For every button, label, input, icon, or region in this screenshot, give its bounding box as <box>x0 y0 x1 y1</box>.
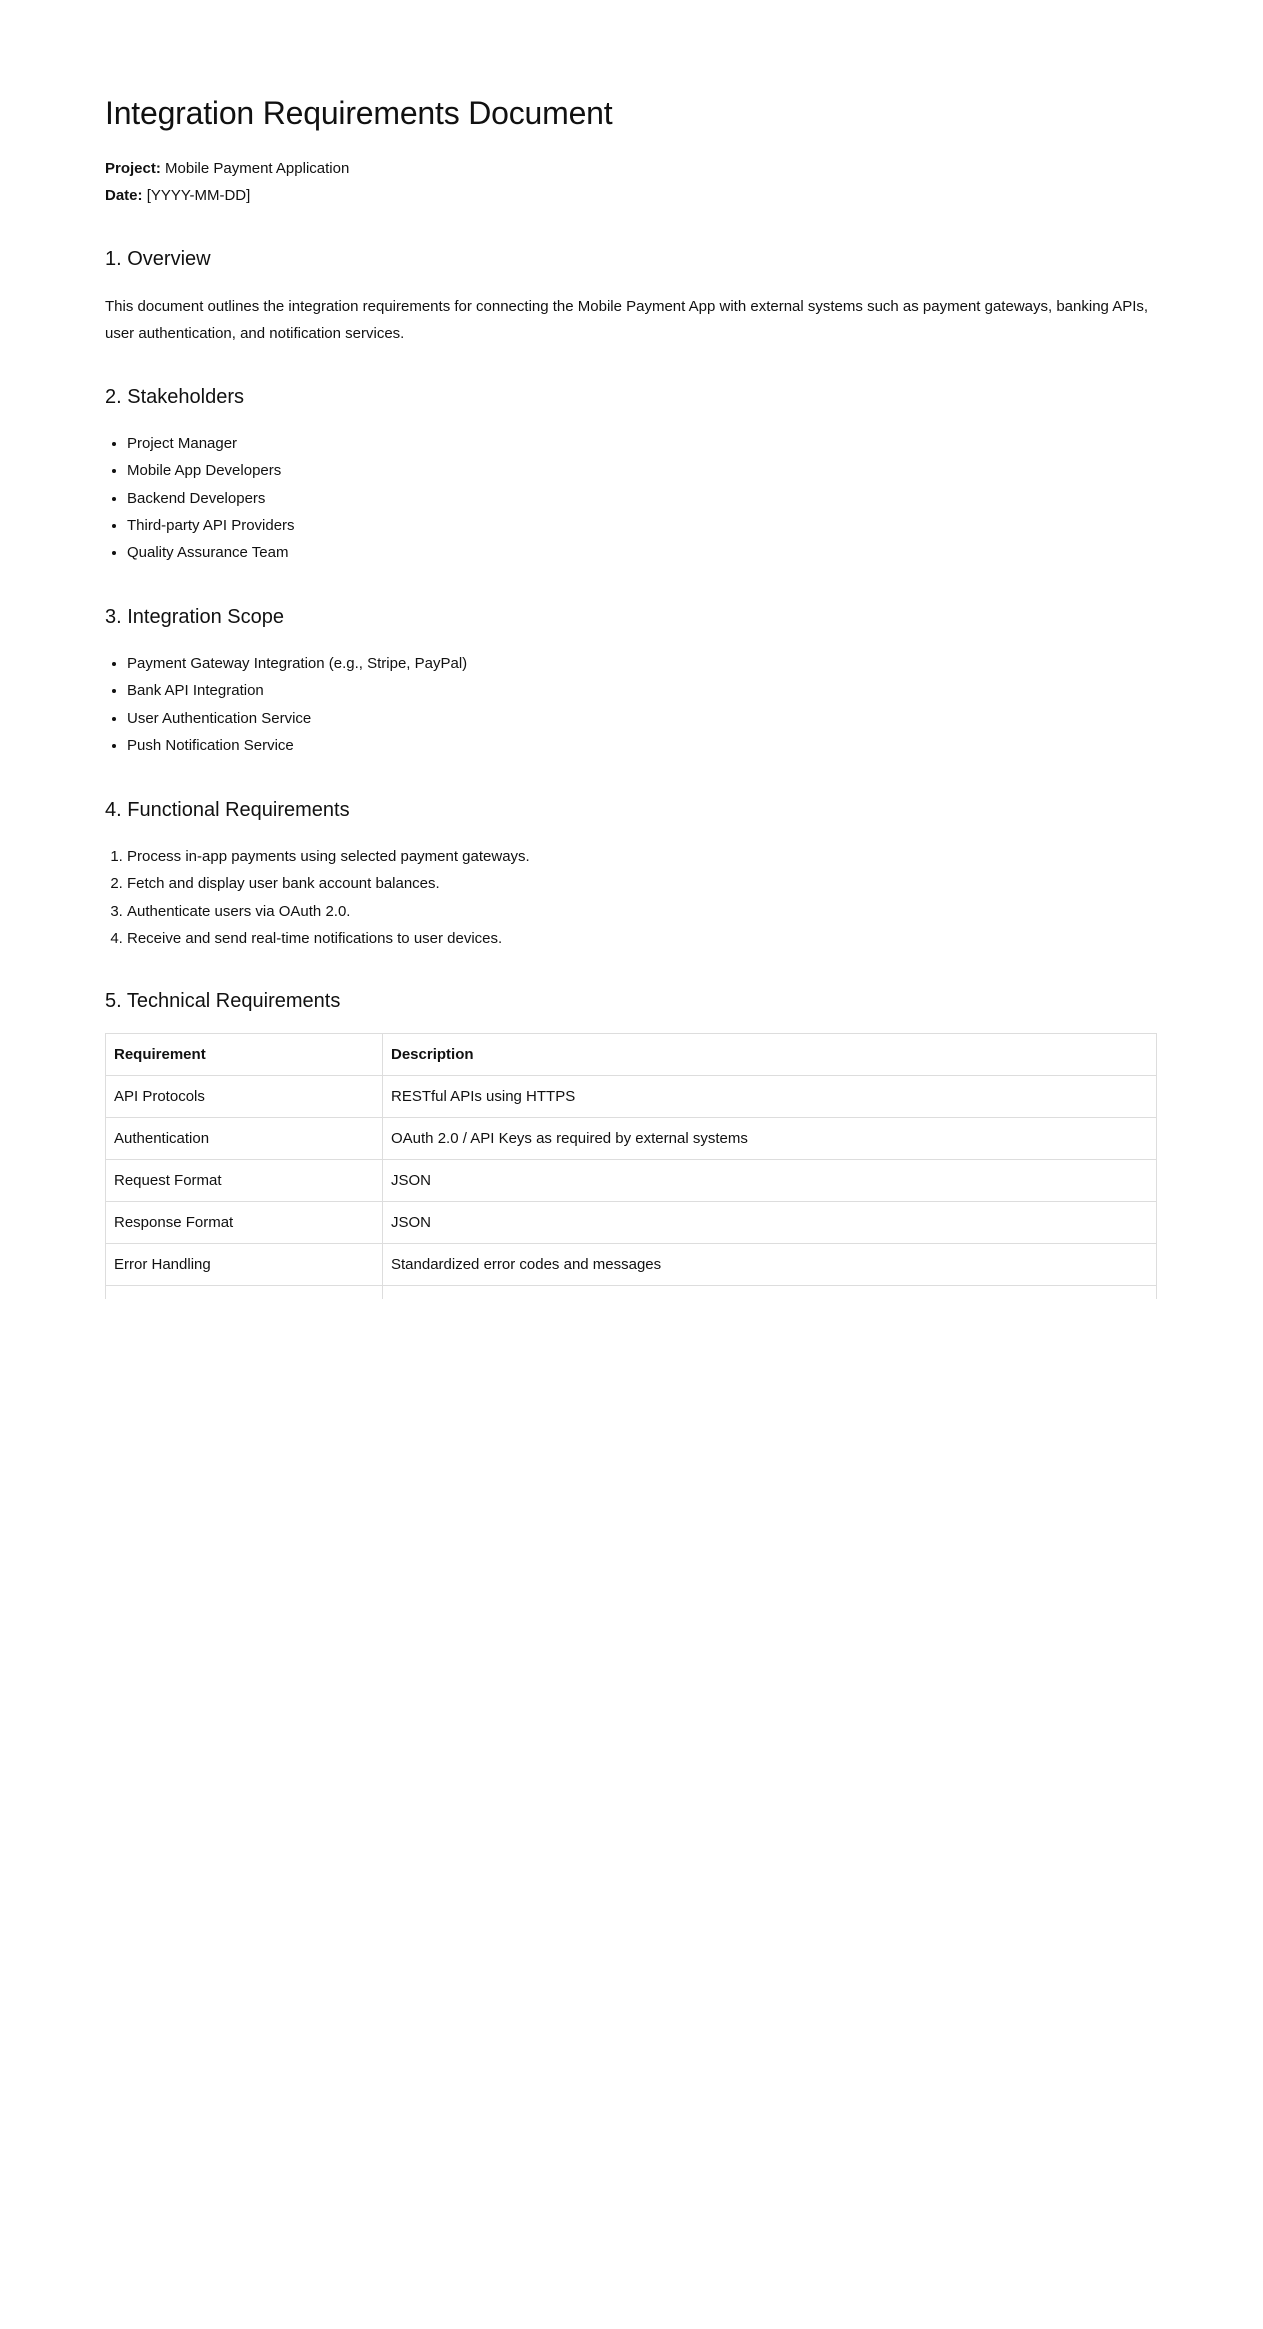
list-item: 3. Authenticate users via OAuth 2.0. <box>127 898 530 925</box>
technical-heading: 5. Technical Requirements <box>105 990 341 1012</box>
project-label: Project: <box>105 160 161 177</box>
requirement-cell <box>106 1286 383 1300</box>
project-value: Mobile Payment Application <box>165 160 350 177</box>
list-item: • Payment Gateway Integration (e.g., Stripe, PayPal) <box>127 650 467 677</box>
date-value: [YYYY-MM-DD] <box>146 187 251 204</box>
list-item: • Third-party API Providers <box>127 512 295 539</box>
table-row <box>106 1244 1157 1286</box>
technical-table-viewport <box>105 1033 1158 1299</box>
project-meta <box>105 155 349 182</box>
list-item: • Bank API Integration <box>127 677 467 704</box>
requirement-cell: API Protocols <box>106 1076 383 1118</box>
list-item: 1. Process in-app payments using selected payment gateways. <box>127 843 530 870</box>
date-label: Date: <box>105 187 143 204</box>
description-cell: JSON <box>383 1160 1157 1202</box>
description-cell: OAuth 2.0 / API Keys as required by external systems <box>383 1118 1157 1160</box>
stakeholders-list <box>105 430 295 566</box>
requirement-cell: Error Handling <box>106 1244 383 1286</box>
scope-list <box>105 650 467 759</box>
requirement-cell: Request Format <box>106 1160 383 1202</box>
table-header-row <box>106 1034 1157 1076</box>
requirement-cell: Authentication <box>106 1118 383 1160</box>
list-item: • Project Manager <box>127 430 295 457</box>
table-row <box>106 1118 1157 1160</box>
overview-paragraph: This document outlines the integration requirements for connecting the Mobile Payment App with external systems such as payment gateways, banking APIs, user authentication, and notification services. <box>105 298 1149 342</box>
description-cell <box>383 1286 1157 1300</box>
functional-heading: 4. Functional Requirements <box>105 799 350 821</box>
overview-heading: 1. Overview <box>105 248 211 270</box>
list-item: • Backend Developers <box>127 485 295 512</box>
description-cell: RESTful APIs using HTTPS <box>383 1076 1157 1118</box>
description-cell: JSON <box>383 1202 1157 1244</box>
table-row <box>106 1076 1157 1118</box>
stakeholders-heading: 2. Stakeholders <box>105 386 244 408</box>
scope-heading: 3. Integration Scope <box>105 606 285 628</box>
column-header-description: Description <box>383 1034 1157 1076</box>
list-item: 2. Fetch and display user bank account balances. <box>127 870 530 897</box>
column-header-requirement: Requirement <box>106 1034 383 1076</box>
list-item: • User Authentication Service <box>127 705 467 732</box>
list-item: • Quality Assurance Team <box>127 539 295 566</box>
table-row <box>106 1286 1157 1300</box>
technical-requirements-table <box>105 1033 1157 1299</box>
requirement-cell: Response Format <box>106 1202 383 1244</box>
description-cell: Standardized error codes and messages <box>383 1244 1157 1286</box>
functional-list <box>105 843 530 952</box>
table-row <box>106 1202 1157 1244</box>
date-meta <box>105 182 250 209</box>
document-title: Integration Requirements Document <box>105 95 613 131</box>
list-item: • Push Notification Service <box>127 732 467 759</box>
list-item: 4. Receive and send real-time notifications to user devices. <box>127 925 530 952</box>
list-item: • Mobile App Developers <box>127 457 295 484</box>
table-row <box>106 1160 1157 1202</box>
